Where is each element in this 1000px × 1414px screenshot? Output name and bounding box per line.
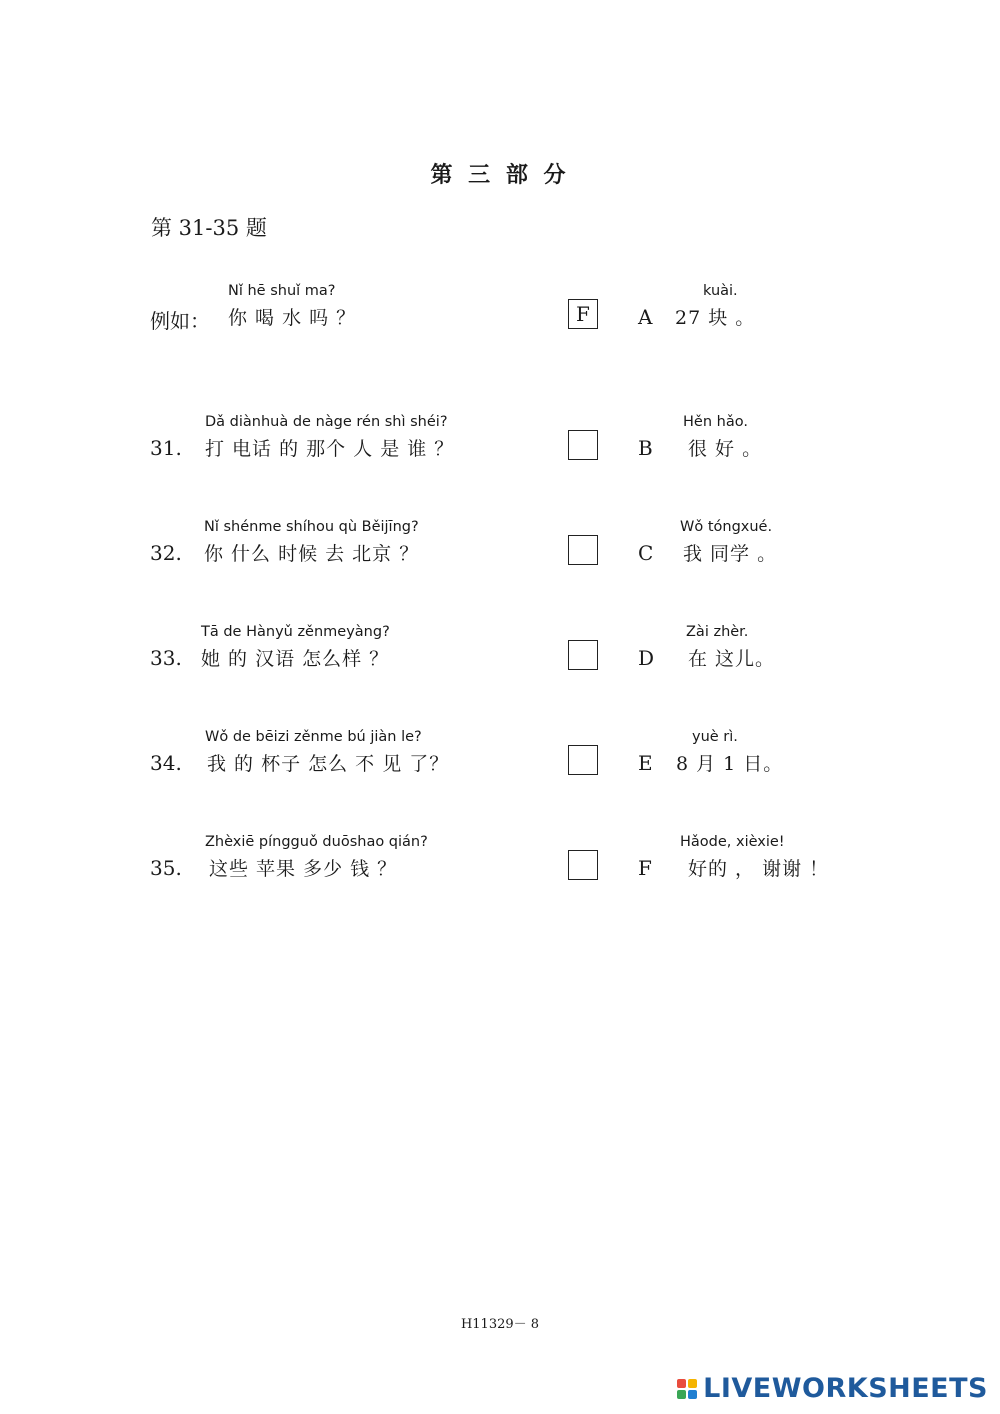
example-answer-box: F (568, 299, 598, 329)
question-row-33 (0, 624, 1000, 684)
option-a-pinyin: kuài. (703, 283, 738, 299)
liveworksheets-icon (677, 1379, 697, 1399)
question-hanzi: 这些 苹果 多少 钱 ？ (209, 858, 398, 880)
question-row-35 (0, 834, 1000, 894)
option-d-pinyin: Zài zhèr. (686, 624, 749, 640)
question-pinyin: Wǒ de bēizi zěnme bú jiàn le? (205, 729, 422, 745)
option-letter-a: A (638, 305, 653, 329)
question-pinyin: Tā de Hànyǔ zěnmeyàng? (201, 624, 390, 640)
question-number: 35. (150, 856, 182, 880)
option-e-pinyin: yuè rì. (692, 729, 738, 745)
option-letter-b: B (638, 436, 653, 460)
question-pinyin: Zhèxiē píngguǒ duōshao qián? (205, 834, 428, 850)
page-footer: H11329－ 8 (460, 1317, 540, 1332)
example-hanzi: 你 喝 水 吗 ？ (228, 307, 357, 329)
section-title: 第 三 部 分 (430, 162, 570, 188)
question-pinyin: Nǐ shénme shíhou qù Běijīng? (204, 519, 419, 535)
liveworksheets-logo (677, 1373, 988, 1404)
option-letter-c: C (638, 541, 654, 565)
option-letter-d: D (638, 646, 655, 670)
question-pinyin: Dǎ diànhuà de nàge rén shì shéi? (205, 414, 448, 430)
answer-box-33[interactable] (568, 640, 598, 670)
option-f-pinyin: Hǎode, xièxie! (680, 834, 785, 850)
example-row (0, 283, 1000, 343)
question-number: 33. (150, 646, 182, 670)
example-pinyin: Nǐ hē shuǐ ma? (228, 283, 336, 299)
option-b-hanzi: 很 好 。 (688, 438, 763, 460)
liveworksheets-wordmark: LIVEWORKSHEETS (703, 1373, 988, 1404)
answer-box-35[interactable] (568, 850, 598, 880)
question-number: 31. (150, 436, 182, 460)
option-letter-e: E (638, 751, 653, 775)
question-row-34 (0, 729, 1000, 789)
question-hanzi: 她 的 汉语 怎么样 ？ (201, 648, 390, 670)
answer-box-31[interactable] (568, 430, 598, 460)
question-row-32 (0, 519, 1000, 579)
example-label: 例如： (150, 309, 210, 333)
option-c-hanzi: 我 同学 。 (683, 543, 778, 565)
option-c-pinyin: Wǒ tóngxué. (680, 519, 773, 535)
question-range: 第 31-35 题 (151, 216, 267, 240)
question-number: 34. (150, 751, 182, 775)
option-e-hanzi: 8 月 1 日。 (676, 753, 784, 775)
option-a-hanzi: 27 块 。 (675, 307, 756, 329)
option-f-hanzi: 好的 ， 谢谢 ！ (688, 858, 830, 880)
question-row-31 (0, 414, 1000, 474)
question-hanzi: 我 的 杯子 怎么 不 见 了？ (207, 753, 450, 775)
answer-box-34[interactable] (568, 745, 598, 775)
question-number: 32. (150, 541, 182, 565)
option-d-hanzi: 在 这儿。 (688, 648, 776, 670)
question-hanzi: 打 电话 的 那个 人 是 谁 ？ (205, 438, 455, 460)
answer-box-32[interactable] (568, 535, 598, 565)
option-letter-f: F (638, 856, 652, 880)
question-hanzi: 你 什么 时候 去 北京 ？ (204, 543, 420, 565)
option-b-pinyin: Hěn hǎo. (683, 414, 748, 430)
